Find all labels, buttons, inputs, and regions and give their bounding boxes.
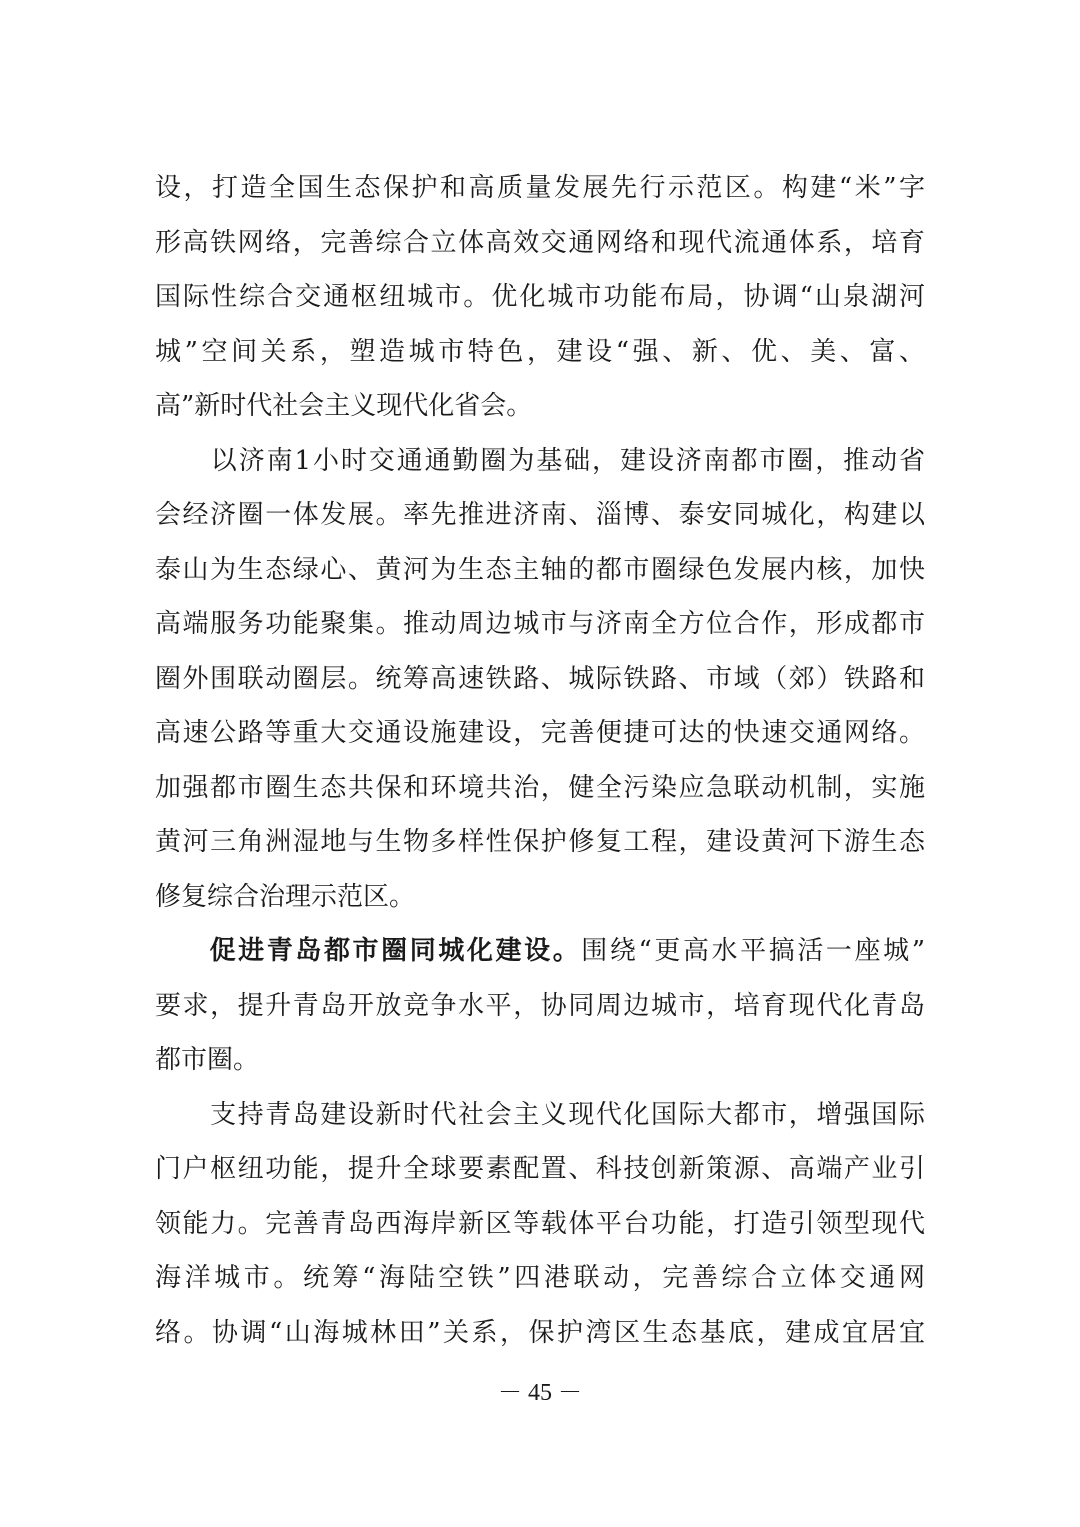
text-line: 络。协调“山海城林田”关系，保护湾区生态基底，建成宜居宜 <box>155 1317 925 1348</box>
text-line: 领能力。完善青岛西海岸新区等载体平台功能，打造引领型现代 <box>155 1208 925 1239</box>
text-line: 海洋城市。统筹“海陆空铁”四港联动，完善综合立体交通网 <box>155 1263 925 1293</box>
text-line: 圈外围联动圈层。统筹高速铁路、城际铁路、市域（郊）铁路和 <box>155 663 925 694</box>
section-heading: 促进青岛都市圈同城化建设。 <box>207 936 582 966</box>
text-line: 高端服务功能聚集。推动周边城市与济南全方位合作，形成都市 <box>155 609 925 639</box>
text-line: 高”新时代社会主义现代化省会。 <box>155 391 533 421</box>
text-line: 门户枢纽功能，提升全球要素配置、科技创新策源、高端产业引 <box>155 1154 925 1184</box>
text-line: 设，打造全国生态保护和高质量发展先行示范区。构建“米”字 <box>155 173 925 203</box>
text-line: 支持青岛建设新时代社会主义现代化国际大都市，增强国际 <box>155 1099 925 1130</box>
text-line: 泰山为生态绿心、黄河为生态主轴的都市圈绿色发展内核，加快 <box>155 554 925 585</box>
text-line: 国际性综合交通枢纽城市。优化城市功能布局，协调“山泉湖河 <box>155 282 925 312</box>
text-line: 要求，提升青岛开放竞争水平，协同周边城市，培育现代化青岛 <box>155 990 925 1021</box>
text-line-with-heading <box>155 924 925 979</box>
heading-continuation: 围绕“更高水平搞活一座城” <box>581 936 925 966</box>
text-line: 高速公路等重大交通设施建设，完善便捷可达的快速交通网络。 <box>155 718 925 748</box>
text-line: 黄河三角洲湿地与生物多样性保护修复工程，建设黄河下游生态 <box>155 827 925 857</box>
body-text <box>155 161 925 1360</box>
text-line: 加强都市圈生态共保和环境共治，健全污染应急联动机制，实施 <box>155 772 925 803</box>
text-line: 以济南1小时交通通勤圈为基础，建设济南都市圈，推动省 <box>155 445 925 476</box>
text-line: 会经济圈一体发展。率先推进济南、淄博、泰安同城化，构建以 <box>155 500 925 530</box>
text-line: 修复综合治理示范区。 <box>155 881 416 912</box>
text-line: 都市圈。 <box>155 1045 260 1075</box>
text-line: 城”空间关系，塑造城市特色，建设“强、新、优、美、富、 <box>155 336 925 367</box>
page-number: － 45 － <box>498 1380 582 1406</box>
text-line: 形高铁网络，完善综合立体高效交通网络和现代流通体系，培育 <box>155 227 925 258</box>
